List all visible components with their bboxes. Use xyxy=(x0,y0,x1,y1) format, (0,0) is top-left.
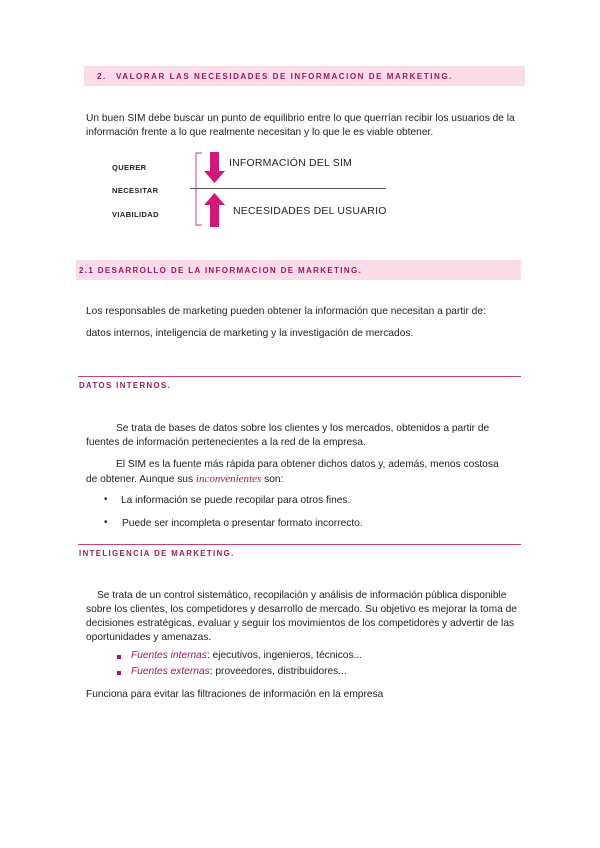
item-1-text: : ejecutivos, ingenieros, técnicos... xyxy=(206,650,363,661)
inteligencia-item-1 xyxy=(131,649,362,663)
diagram-label-viabilidad: VIABILIDAD xyxy=(112,210,159,219)
responsables-line-1: Los responsables de marketing pueden obtener la información que necesitan a partir de: xyxy=(86,306,486,317)
inteligencia-heading: INTELIGENCIA DE MARKETING. xyxy=(79,549,235,558)
section-2-title: VALORAR LAS NECESIDADES DE INFORMACION DE MARKETING. xyxy=(116,72,453,81)
item-2-text: : proveedores, distribuidores... xyxy=(209,666,347,677)
intro-line-2: información frente a lo que realmente necesitan y lo que le es viable obtener. xyxy=(86,127,434,138)
datos-p2-prefix: de obtener. Aunque sus xyxy=(86,474,196,485)
diagram-bottom-text: NECESIDADES DEL USUARIO xyxy=(233,205,387,217)
inteligencia-line-1: Se trata de un control sistemático, recopilación y análisis de información pública disponible xyxy=(97,590,507,601)
bullet-dot-icon: • xyxy=(104,494,108,505)
datos-bullet-1: La información se puede recopilar para otros fines. xyxy=(121,495,351,506)
item-2-label: Fuentes externas xyxy=(131,666,210,677)
inteligencia-closing: Funciona para evitar las filtraciones de información en la empresa xyxy=(86,689,384,700)
arrow-up-icon xyxy=(204,193,225,227)
item-1-label: Fuentes internas xyxy=(131,650,207,661)
datos-p1-line-2: fuentes de información pertenecientes a la red de la empresa. xyxy=(86,437,366,448)
arrow-down-icon xyxy=(204,152,225,183)
inteligencia-line-2: sobre los clientes, los competidores y desarrollo de mercado. Su objetivo es mejorar la toma de xyxy=(86,604,517,615)
datos-top-rule xyxy=(78,376,521,377)
datos-heading: DATOS INTERNOS. xyxy=(79,381,172,390)
datos-p2-emph: inconvenientes xyxy=(195,473,262,485)
section-2-number: 2. xyxy=(97,72,107,81)
inteligencia-top-rule xyxy=(78,544,521,545)
diagram-label-necesitar: NECESITAR xyxy=(112,186,159,195)
datos-p2-line-1: El SIM es la fuente más rápida para obtener dichos datos y, además, menos costosa xyxy=(116,459,499,470)
responsables-line-2: datos internos, inteligencia de marketing y la investigación de mercados. xyxy=(86,328,414,339)
square-bullet-icon xyxy=(117,671,121,675)
inteligencia-item-2 xyxy=(131,665,347,679)
datos-bullet-2: Puede ser incompleta o presentar formato incorrecto. xyxy=(122,518,363,529)
section-2-1-title: 2.1 DESARROLLO DE LA INFORMACION DE MARKETING. xyxy=(79,266,363,275)
intro-line-1: Un buen SIM debe buscar un punto de equilibrio entre lo que querrían recibir los usuarios de la xyxy=(86,113,515,124)
diagram-top-text: INFORMACIÓN DEL SIM xyxy=(229,157,353,169)
bullet-dot-icon: • xyxy=(104,517,108,528)
diagram-label-querer: QUERER xyxy=(112,163,147,172)
datos-p1-line-1: Se trata de bases de datos sobre los clientes y los mercados, obtenidos a partir de xyxy=(116,423,490,434)
square-bullet-icon xyxy=(117,655,121,659)
datos-p2-suffix: son: xyxy=(261,474,284,485)
inteligencia-line-3: decisiones estratégicas, evaluar y seguir los movimientos de los competidores y advertir de las xyxy=(86,618,515,629)
inteligencia-line-4: oportunidades y amenazas. xyxy=(86,632,212,643)
datos-p2-line-2 xyxy=(86,472,283,487)
